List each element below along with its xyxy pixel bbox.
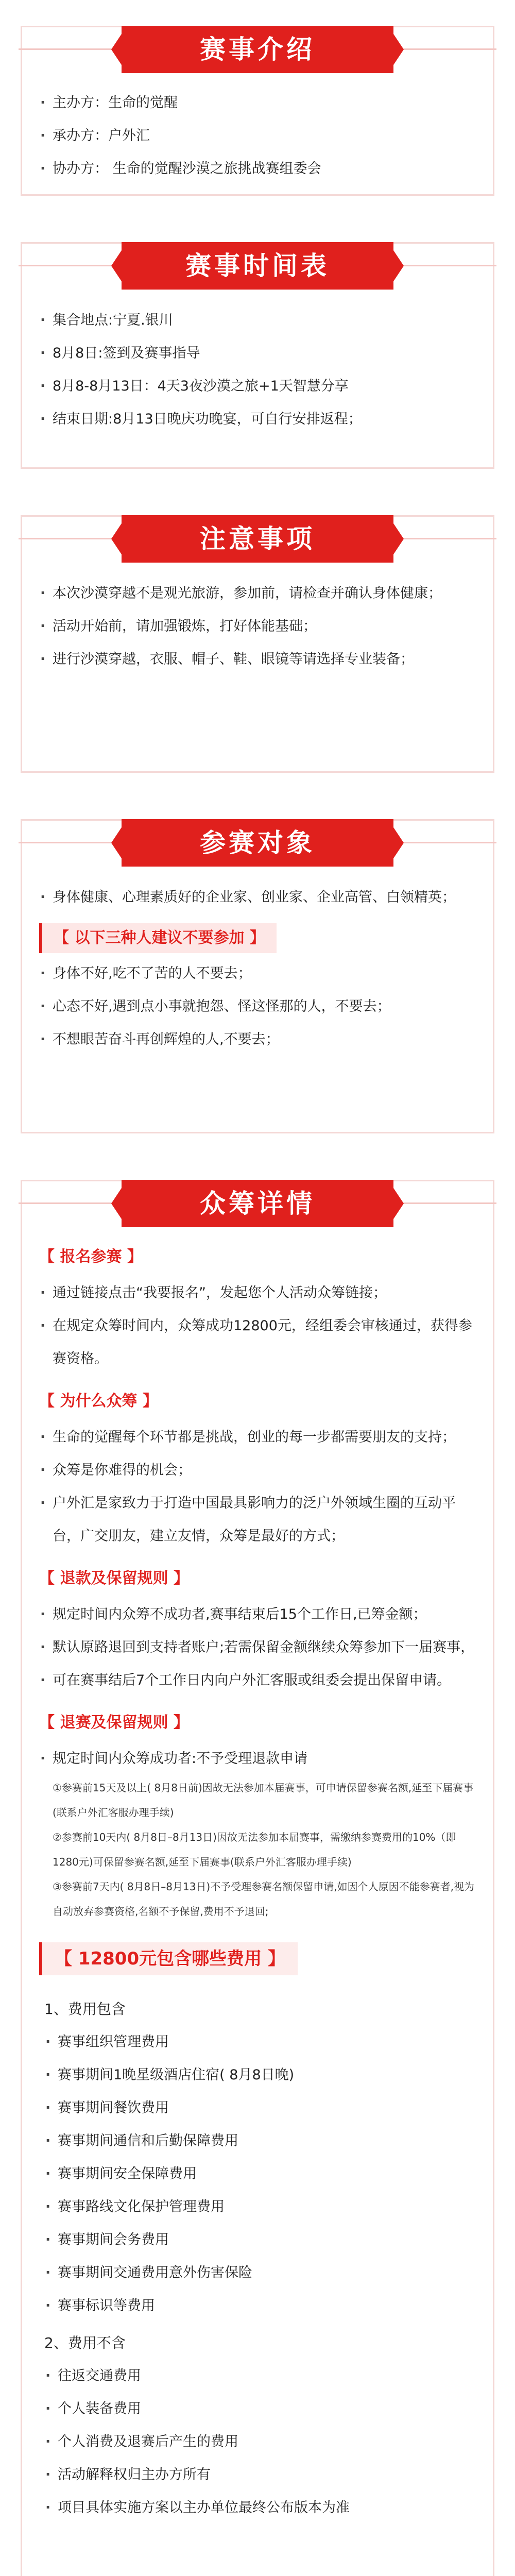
list-item: · 个人装备费用 <box>44 2393 476 2426</box>
list-item: · 在规定众筹时间内，众筹成功12800元，经组委会审核通过，获得参赛资格。 <box>39 1310 476 1376</box>
list-item: · 赛事标识等费用 <box>44 2290 476 2323</box>
list-item: · 不想眼苦奋斗再创辉煌的人,不要去； <box>39 1023 476 1056</box>
quit-note-3: ③参赛前7天内( 8月8日–8月13日)不予受理参赛名额保留申请,如因个人原因不能参赛者,视为自动放弃参赛资格,名额不予保留,费用不予退回; <box>53 1880 474 1918</box>
fee-excluded-group <box>44 2327 476 2524</box>
list-item: · 承办方：户外汇 <box>39 120 476 152</box>
list-item: · 赛事路线文化保护管理费用 <box>44 2191 476 2224</box>
list-item: · 赛事期间安全保障费用 <box>44 2158 476 2191</box>
participants-header <box>0 819 515 867</box>
list-item: · 身体不好,吃不了苦的人不要去； <box>39 957 476 990</box>
list-item: · 赛事期间1晚星级酒店住宿( 8月8日晚) <box>44 2059 476 2092</box>
crowdfunding-header <box>0 1180 515 1227</box>
list-item: · 户外汇是家致力于打造中国最具影响力的泛户外领域生圈的互动平台，广交朋友，建立友情，众筹是最好的方式； <box>39 1487 476 1553</box>
list-item: · 身体健康、心理素质好的企业家、创业家、企业高管、白领精英； <box>39 881 476 914</box>
quit-notes <box>39 1775 476 1924</box>
why-list <box>39 1421 476 1553</box>
list-item: · 赛事组织管理费用 <box>44 2026 476 2059</box>
list-item: · 往返交通费用 <box>44 2360 476 2393</box>
list-item: · 项目具体实施方案以主办单位最终公布版本为准 <box>44 2492 476 2524</box>
list-item: · 心态不好,遇到点小事就抱怨、怪这怪那的人，不要去； <box>39 990 476 1023</box>
warning-list <box>39 957 476 1056</box>
schedule-title: 赛事时间表 <box>122 242 393 290</box>
intro-list <box>39 87 476 185</box>
signup-label: 【 报名参赛 】 <box>39 1248 143 1266</box>
intro-header <box>0 26 515 73</box>
quit-label: 【 退赛及保留规则 】 <box>39 1714 189 1732</box>
list-item: · 众筹是你难得的机会； <box>39 1454 476 1487</box>
notes-title: 注意事项 <box>122 515 393 563</box>
list-item: · 个人消费及退赛后产生的费用 <box>44 2426 476 2459</box>
list-item: · 8月8-8月13日：4天3夜沙漠之旅+1天智慧分享 <box>39 370 476 403</box>
fee-highlight: 【 12800元包含哪些费用 】 <box>39 1942 298 1975</box>
notes-header <box>0 515 515 563</box>
refund-list <box>39 1598 476 1697</box>
fee-included-group <box>44 1993 476 2323</box>
fee-included-list <box>44 2026 476 2323</box>
fee-excluded-title: 2、费用不含 <box>44 2334 126 2351</box>
list-item: · 规定时间内众筹不成功者,赛事结束后15个工作日,已筹金额； <box>39 1598 476 1631</box>
list-item: · 规定时间内众筹成功者:不予受理退款申请 <box>39 1742 476 1775</box>
quit-note-2: ②参赛前10天内( 8月8日–8月13日)因故无法参加本届赛事，需缴纳参赛费用的10%（即1280元)可保留参赛名额,延至下届赛事(联系户外汇客服办理手续) <box>53 1831 456 1868</box>
signup-list <box>39 1277 476 1376</box>
list-item: · 活动开始前，请加强锻炼，打好体能基础； <box>39 610 476 643</box>
list-item: · 本次沙漠穿越不是观光旅游，参加前，请检查并确认身体健康； <box>39 577 476 610</box>
notes-content <box>39 577 476 676</box>
fee-included-title: 1、费用包含 <box>44 2001 126 2018</box>
participants-list <box>39 881 476 914</box>
quit-list <box>39 1742 476 1775</box>
participants-content <box>39 881 476 1056</box>
crowdfunding-title: 众筹详情 <box>122 1180 393 1227</box>
list-item: · 默认原路退回到支持者账户;若需保留金额继续众筹参加下一届赛事， <box>39 1631 476 1664</box>
list-item: · 生命的觉醒每个环节都是挑战，创业的每一步都需要朋友的支持； <box>39 1421 476 1454</box>
list-item: · 通过链接点击“我要报名”，发起您个人活动众筹链接； <box>39 1277 476 1310</box>
warning-label: 【 以下三种人建议不要参加 】 <box>39 923 277 953</box>
list-item: · 赛事期间交通费用意外伤害保险 <box>44 2257 476 2290</box>
intro-title: 赛事介绍 <box>122 26 393 73</box>
quit-note-1: ①参赛前15天及以上( 8月8日前)因故无法参加本届赛事，可申请保留参赛名额,延至下届赛事(联系户外汇客服办理手续) <box>53 1782 474 1819</box>
list-item: · 活动解释权归主办方所有 <box>44 2459 476 2492</box>
why-label: 【 为什么众筹 】 <box>39 1392 158 1410</box>
crowdfunding-content <box>39 1231 476 2524</box>
list-item: · 8月8日:签到及赛事指导 <box>39 337 476 370</box>
refund-label: 【 退款及保留规则 】 <box>39 1569 189 1587</box>
schedule-list <box>39 304 476 436</box>
list-item: · 主办方：生命的觉醒 <box>39 87 476 120</box>
schedule-header <box>0 242 515 290</box>
list-item: · 集合地点:宁夏.银川 <box>39 304 476 337</box>
list-item: · 赛事期间会务费用 <box>44 2224 476 2257</box>
schedule-content <box>39 304 476 436</box>
list-item: · 结束日期:8月13日晚庆功晚宴，可自行安排返程； <box>39 403 476 436</box>
participants-title: 参赛对象 <box>122 819 393 867</box>
list-item: · 赛事期间餐饮费用 <box>44 2092 476 2125</box>
list-item: · 协办方： 生命的觉醒沙漠之旅挑战赛组委会 <box>39 152 476 185</box>
list-item: · 进行沙漠穿越，衣服、帽子、鞋、眼镜等请选择专业装备； <box>39 643 476 676</box>
notes-list <box>39 577 476 676</box>
list-item: · 可在赛事结后7个工作日内向户外汇客服或组委会提出保留申请。 <box>39 1664 476 1697</box>
list-item: · 赛事期间通信和后勤保障费用 <box>44 2125 476 2158</box>
fee-excluded-list <box>44 2360 476 2524</box>
intro-content <box>39 87 476 185</box>
